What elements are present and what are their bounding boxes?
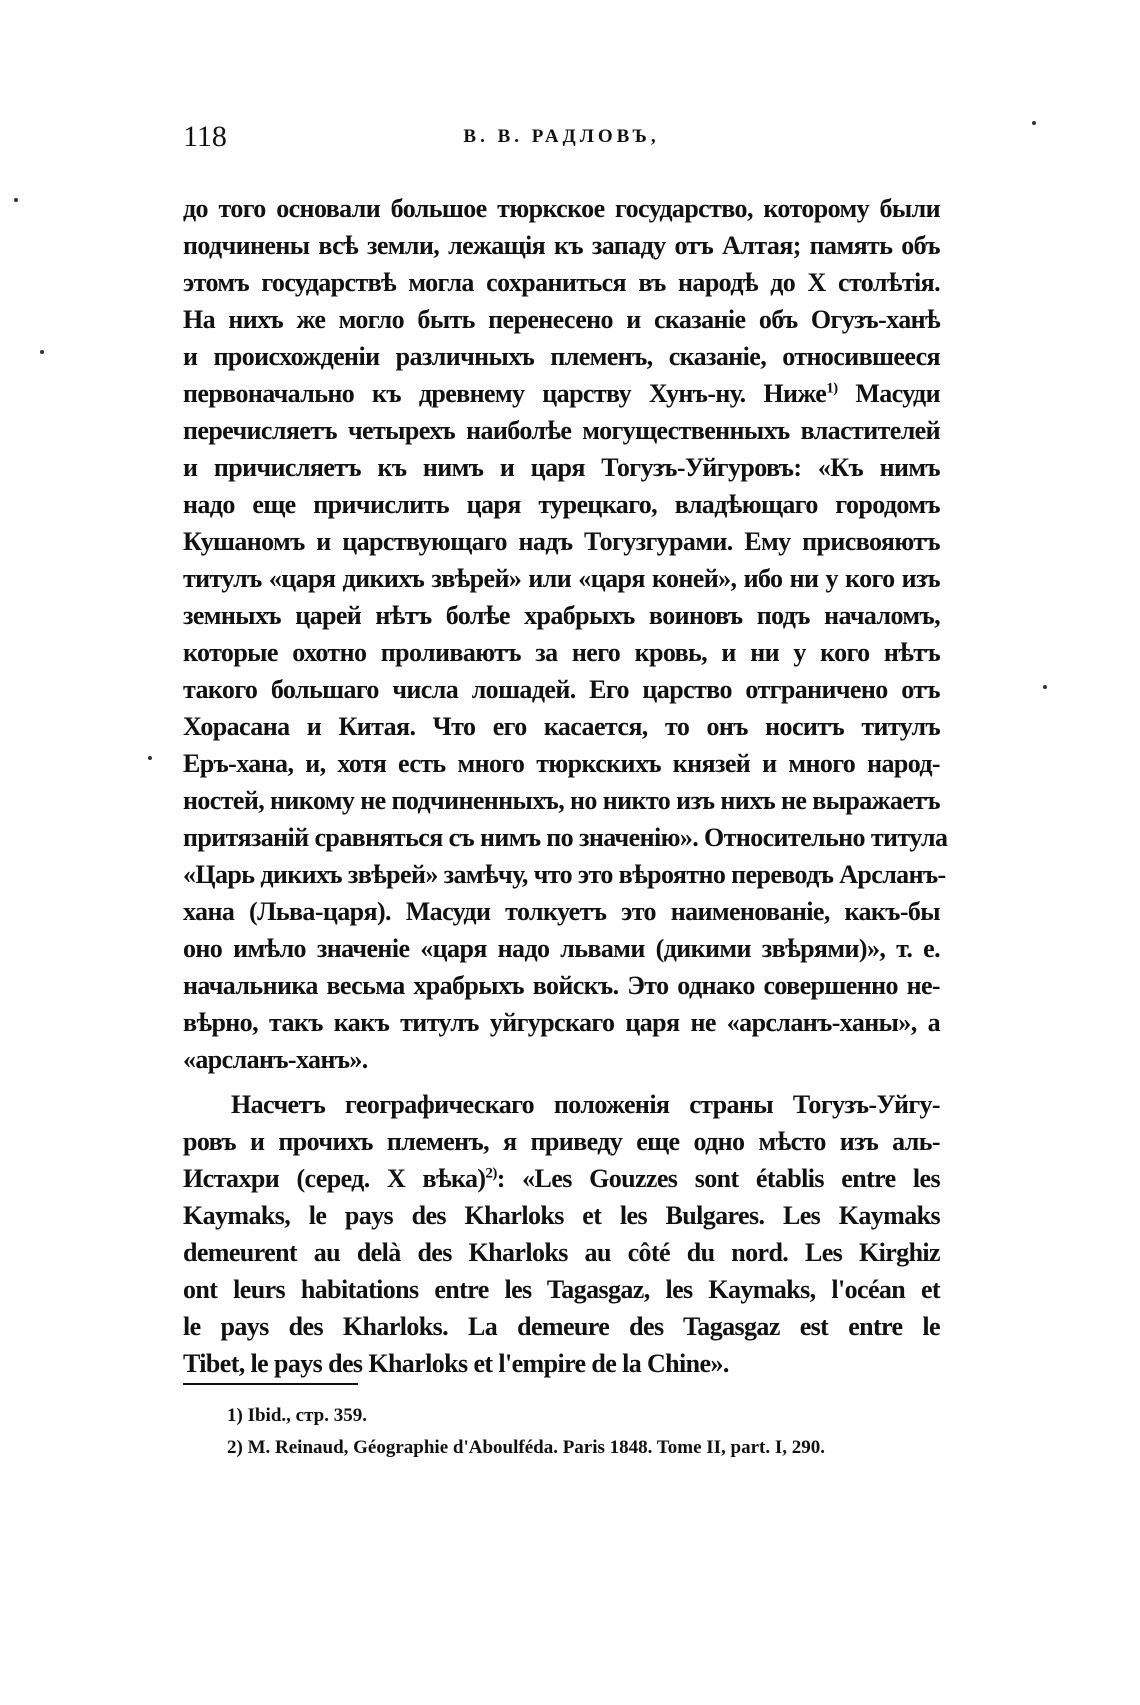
- text-line: Tibet, le pays des Kharloks et l'empire de la Chine».: [183, 1349, 729, 1378]
- text-line: вѣрно, такъ какъ титулъ уйгурскаго царя не «арсланъ-ханы», а: [183, 1008, 940, 1037]
- footnote-ref-2[interactable]: 2): [485, 1165, 497, 1182]
- text-line: притязаній сравняться съ нимъ по значенію». Относительно титула: [183, 823, 948, 852]
- text-line: ont leurs habitations entre les Tagasgaz, les Kaymaks, l'océan et: [183, 1275, 940, 1304]
- scan-speck: [14, 198, 18, 202]
- text-line: такого большаго числа лошадей. Его царство отграничено отъ: [183, 675, 940, 704]
- text-segment: Масуди: [837, 379, 940, 408]
- paragraph-1: [183, 190, 948, 1078]
- text-line: ностей, никому не подчиненныхъ, но никто изъ нихъ не выражаетъ: [183, 786, 940, 815]
- text-line: ровъ и прочихъ племенъ, я приведу еще одно мѣсто изъ аль-: [183, 1127, 940, 1156]
- text-line: Еръ-хана, и, хотя есть много тюркскихъ князей и много народ-: [183, 749, 940, 778]
- page-body: [183, 190, 948, 1382]
- footnote-divider: [183, 1383, 358, 1385]
- text-line: до того основали большое тюркское государство, которому были: [183, 194, 940, 223]
- scan-speck: [40, 350, 44, 354]
- text-line: оно имѣло значеніе «царя надо львами (дикими звѣрями)», т. е.: [183, 934, 940, 963]
- footnote-2: 2) M. Reinaud, Géographie d'Aboulféda. Paris 1848. Tome II, part. I, 290.: [227, 1437, 826, 1458]
- text-line: этомъ государствѣ могла сохраниться въ народѣ до X столѣтія.: [183, 268, 940, 297]
- scan-speck: [1043, 685, 1047, 689]
- text-segment: : «Les Gouzzes sont établis entre les: [496, 1164, 940, 1193]
- text-line: demeurent au delà des Kharloks au côté du nord. Les Kirghiz: [183, 1238, 940, 1267]
- text-line: подчинены всѣ земли, лежащія къ западу отъ Алтая; память объ: [183, 231, 940, 260]
- text-line: перечисляетъ четырехъ наиболѣе могущественныхъ властителей: [183, 416, 940, 445]
- text-line: [183, 1160, 940, 1197]
- text-line: [183, 375, 940, 412]
- footnotes: [227, 1400, 947, 1464]
- text-segment: первоначально къ древнему царству Хунъ-ну. Ниже: [183, 379, 827, 408]
- scan-speck: [1032, 121, 1036, 125]
- text-line: которые охотно проливаютъ за него кровь, и ни у кого нѣтъ: [183, 638, 940, 667]
- text-line: надо еще причислить царя турецкаго, владѣющаго городомъ: [183, 490, 940, 519]
- footnote-1: 1) Ibid., стр. 359.: [227, 1405, 367, 1426]
- text-line: Кушаномъ и царствующаго надъ Тогузгурами. Ему присвояютъ: [183, 527, 940, 556]
- text-line: На нихъ же могло быть перенесено и сказаніе объ Огузъ-ханѣ: [183, 305, 940, 334]
- text-segment: Истахри (серед. X вѣка): [183, 1164, 486, 1193]
- paragraph-2: [183, 1086, 940, 1382]
- text-line: начальника весьма храбрыхъ войскъ. Это однако совершенно не-: [183, 971, 940, 1000]
- text-line: и причисляетъ къ нимъ и царя Тогузъ-Уйгуровъ: «Къ нимъ: [183, 453, 940, 482]
- page-number: 118: [183, 120, 227, 153]
- text-line: и происхожденіи различныхъ племенъ, сказаніе, относившееся: [183, 342, 940, 371]
- footnote-ref-1[interactable]: 1): [826, 380, 838, 397]
- page-header: [183, 120, 940, 164]
- text-line: хана (Льва-царя). Масуди толкуетъ это наименованіе, какъ-бы: [183, 897, 940, 926]
- text-line: Хорасана и Китая. Что его касается, то онъ носитъ титулъ: [183, 712, 940, 741]
- running-head: В. В. РАДЛОВЪ,: [463, 126, 660, 147]
- text-line: титулъ «царя дикихъ звѣрей» или «царя коней», ибо ни у кого изъ: [183, 564, 940, 593]
- text-line: «арсланъ-ханъ».: [183, 1045, 368, 1074]
- text-line: Насчетъ географическаго положенія страны Тогузъ-Уйгу-: [231, 1090, 940, 1119]
- text-line: земныхъ царей нѣтъ болѣе храбрыхъ воиновъ подъ началомъ,: [183, 601, 940, 630]
- text-line: «Царь дикихъ звѣрей» замѣчу, что это вѣроятно переводъ Арсланъ-: [183, 860, 946, 889]
- text-line: Kaymaks, le pays des Kharloks et les Bulgares. Les Kaymaks: [183, 1201, 940, 1230]
- scan-speck: [148, 756, 152, 760]
- text-line: le pays des Kharloks. La demeure des Tagasgaz est entre le: [183, 1312, 940, 1341]
